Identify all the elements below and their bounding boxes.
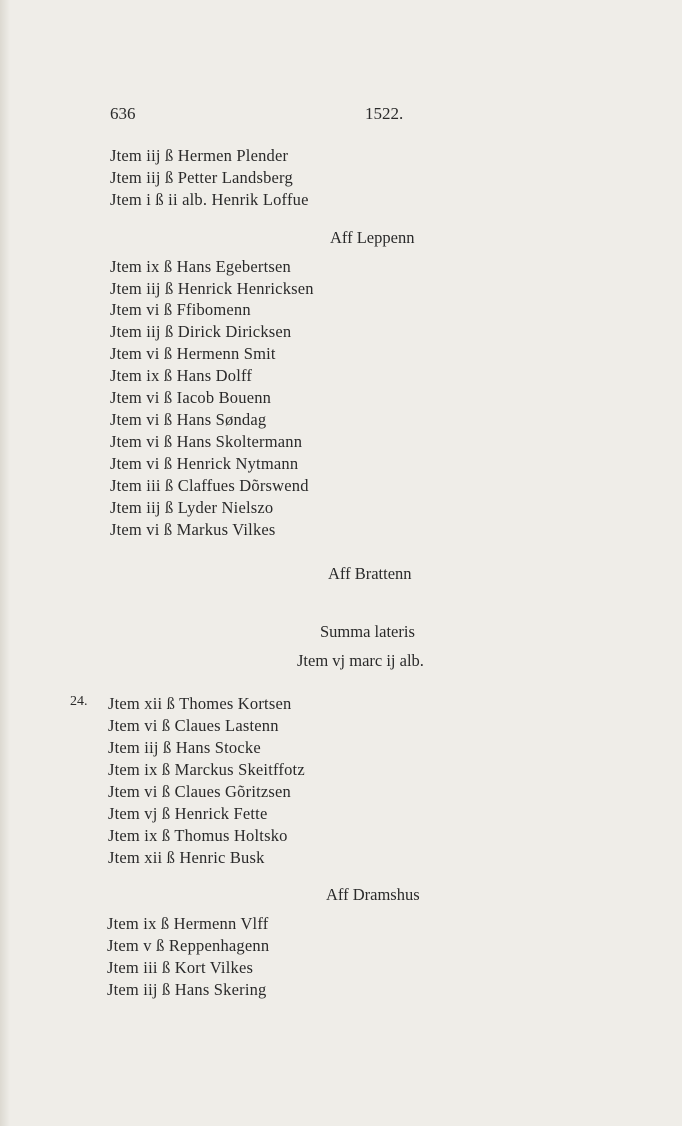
section-heading-leppenn: Aff Leppenn <box>330 228 415 247</box>
entry-line: Jtem iij ß Lyder Nielszo <box>110 498 274 517</box>
entry-line: Jtem vj ß Henrick Fette <box>108 804 268 823</box>
entry-line: Jtem vi ß Hans Skoltermann <box>110 432 303 451</box>
page-number: 636 <box>110 104 136 123</box>
entry-line: Jtem v ß Reppenhagenn <box>107 936 270 955</box>
entry-line: Jtem iij ß Hans Stocke <box>108 738 261 757</box>
entry-line: Jtem ix ß Hans Dolff <box>110 366 253 385</box>
summa-total: Jtem vj marc ij alb. <box>297 651 424 670</box>
entry-line: Jtem ix ß Hermenn Vlff <box>107 914 269 933</box>
entry-line: Jtem iii ß Kort Vilkes <box>107 958 254 977</box>
entry-line: Jtem vi ß Ffibomenn <box>110 300 251 319</box>
section-heading-brattenn: Aff Brattenn <box>328 564 412 583</box>
entry-line: Jtem iij ß Petter Landsberg <box>110 168 293 187</box>
entry-line: Jtem vi ß Claues Lastenn <box>108 716 279 735</box>
entry-line: Jtem i ß ii alb. Henrik Loffue <box>110 190 309 209</box>
entry-line: Jtem ix ß Marckus Skeitffotz <box>108 760 305 779</box>
margin-number: 24. <box>70 694 88 709</box>
entry-line: Jtem xii ß Thomes Kortsen <box>108 694 292 713</box>
entry-line: Jtem vi ß Hermenn Smit <box>110 344 276 363</box>
entry-line: Jtem vi ß Hans Søndag <box>110 410 267 429</box>
section-heading-dramshus: Aff Dramshus <box>326 885 420 904</box>
entry-line: Jtem vi ß Iacob Bouenn <box>110 388 272 407</box>
page-year: 1522. <box>365 104 404 123</box>
page-header <box>110 104 410 126</box>
entry-line: Jtem ix ß Hans Egebertsen <box>110 257 291 276</box>
entry-line: Jtem iij ß Hermen Plender <box>110 146 289 165</box>
entry-line: Jtem iij ß Dirick Diricksen <box>110 322 292 341</box>
entry-line: Jtem vi ß Markus Vilkes <box>110 520 276 539</box>
page-edge-shadow <box>0 0 10 1126</box>
entry-line: Jtem vi ß Claues Gõritzsen <box>108 782 292 801</box>
entry-line: Jtem iij ß Henrick Henricksen <box>110 279 314 298</box>
entry-line: Jtem iii ß Claffues Dõrswend <box>110 476 309 495</box>
summa-heading: Summa lateris <box>320 622 415 641</box>
entry-line: Jtem xii ß Henric Busk <box>108 848 265 867</box>
entry-line: Jtem ix ß Thomus Holtsko <box>108 826 288 845</box>
entry-line: Jtem vi ß Henrick Nytmann <box>110 454 299 473</box>
entry-line: Jtem iij ß Hans Skering <box>107 980 267 999</box>
